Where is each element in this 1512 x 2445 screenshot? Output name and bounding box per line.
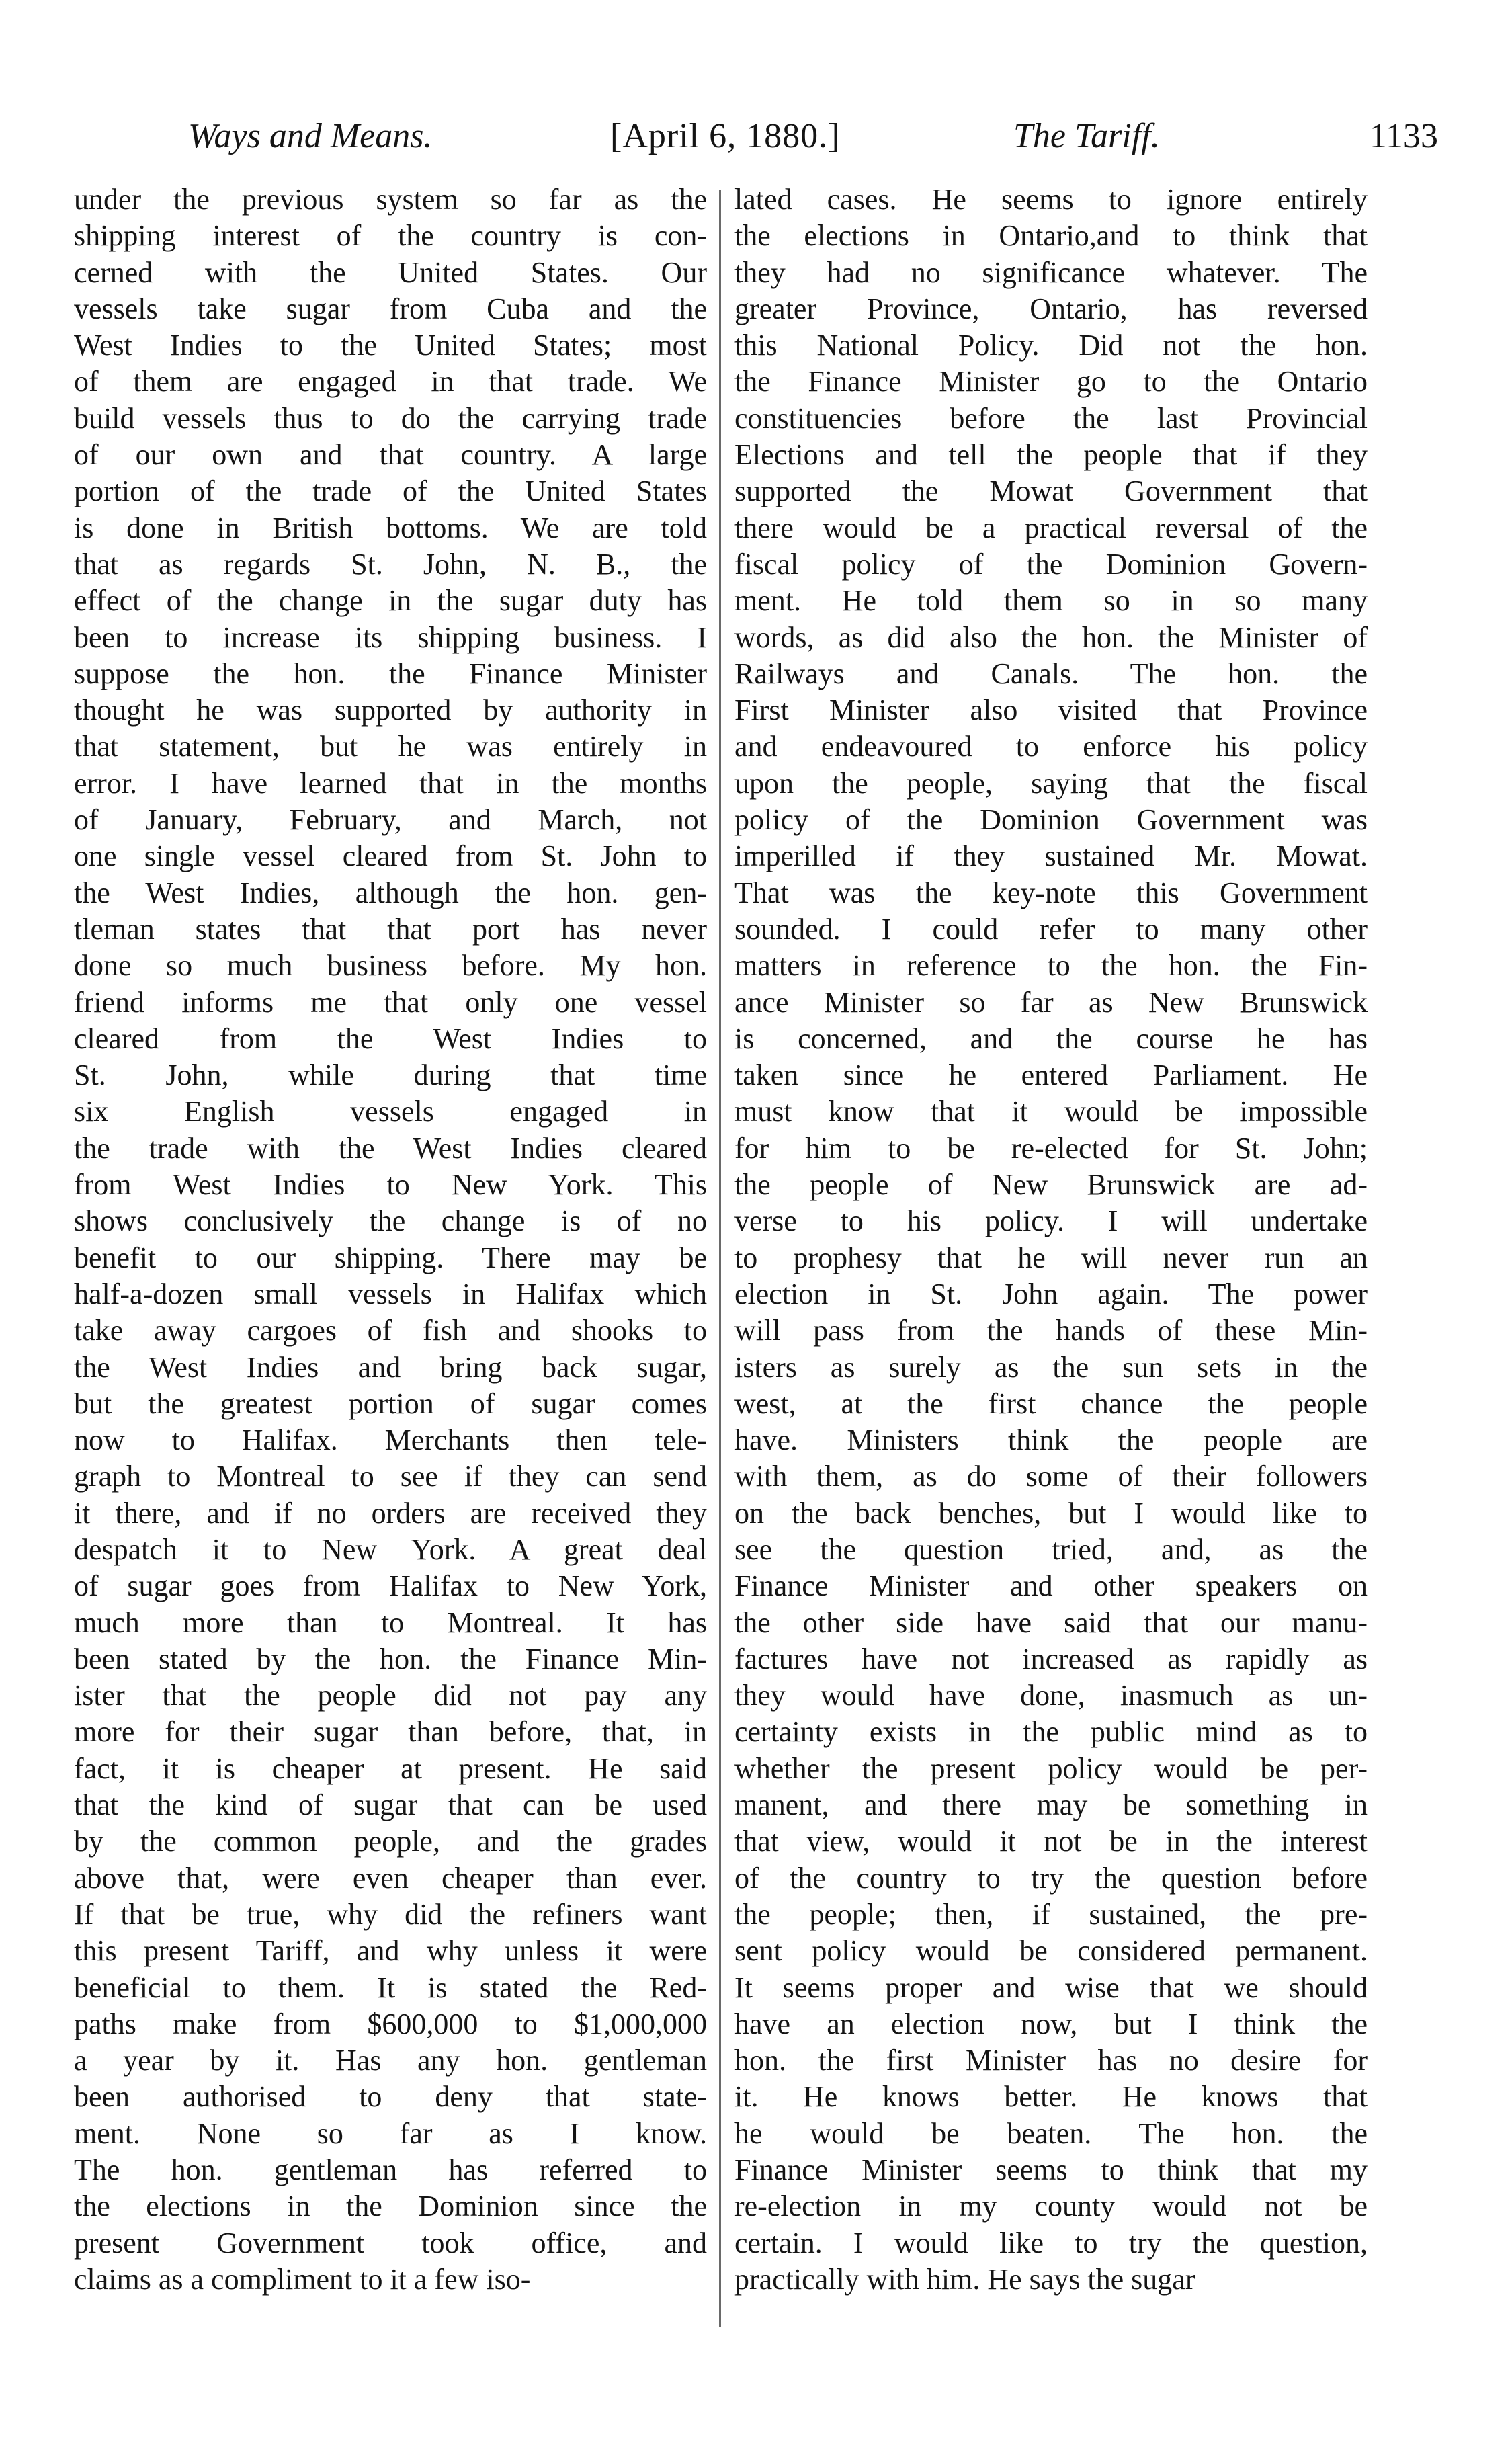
text-line: error. I have learned that in the months bbox=[74, 766, 707, 800]
text-line: isters as surely as the sun sets in the bbox=[734, 1350, 1368, 1384]
text-line: practically with him. He says the sugar bbox=[734, 2262, 1195, 2296]
text-line: west, at the first chance the people bbox=[734, 1386, 1368, 1420]
text-line: Elections and tell the people that if they bbox=[734, 438, 1368, 472]
column-divider bbox=[719, 190, 721, 2327]
text-line: now to Halifax. Merchants then tele- bbox=[74, 1423, 707, 1457]
text-line: that as regards St. John, N. B., the bbox=[74, 547, 707, 581]
text-line: that statement, but he was entirely in bbox=[74, 730, 707, 763]
text-line: fiscal policy of the Dominion Govern- bbox=[734, 547, 1368, 581]
text-line: much more than to Montreal. It has bbox=[74, 1606, 707, 1639]
text-line: constituencies before the last Provincial bbox=[734, 401, 1368, 435]
text-line: been stated by the hon. the Finance Min- bbox=[74, 1642, 707, 1675]
text-line: under the previous system so far as the bbox=[74, 183, 707, 216]
text-line: imperilled if they sustained Mr. Mowat. bbox=[734, 839, 1368, 873]
text-line: lated cases. He seems to ignore entirely bbox=[734, 183, 1368, 216]
text-line: First Minister also visited that Province bbox=[734, 694, 1368, 727]
text-line: greater Province, Ontario, has reversed bbox=[734, 292, 1368, 325]
text-line: Finance Minister and other speakers on bbox=[734, 1569, 1368, 1603]
text-line: election in St. John again. The power bbox=[734, 1277, 1368, 1311]
text-line: more for their sugar than before, that, in bbox=[74, 1715, 707, 1749]
text-line: sounded. I could refer to many other bbox=[734, 912, 1368, 946]
text-line: the people; then, if sustained, the pre- bbox=[734, 1897, 1368, 1931]
text-line: he would be beaten. The hon. the bbox=[734, 2116, 1368, 2150]
text-line: Finance Minister seems to think that my bbox=[734, 2153, 1368, 2187]
text-line: this National Policy. Did not the hon. bbox=[734, 329, 1368, 362]
text-line: the elections in the Dominion since the bbox=[74, 2190, 707, 2223]
text-line: taken since he entered Parliament. He bbox=[734, 1059, 1368, 1092]
text-line: to prophesy that he will never run an bbox=[734, 1241, 1368, 1274]
text-line: the people of New Brunswick are ad- bbox=[734, 1168, 1368, 1202]
text-line: the elections in Ontario,and to think that bbox=[734, 219, 1368, 253]
text-line: upon the people, saying that the fiscal bbox=[734, 766, 1368, 800]
text-line: been authorised to deny that state- bbox=[74, 2080, 707, 2114]
text-line: It seems proper and wise that we should bbox=[734, 1971, 1368, 2004]
text-line: manent, and there may be something in bbox=[734, 1788, 1368, 1822]
text-line: benefit to our shipping. There may be bbox=[74, 1241, 707, 1274]
running-header bbox=[73, 113, 1438, 167]
text-line: that the kind of sugar that can be used bbox=[74, 1788, 707, 1822]
text-line: the West Indies, although the hon. gen- bbox=[74, 876, 707, 909]
text-line: paths make from $600,000 to $1,000,000 bbox=[74, 2007, 707, 2040]
text-line: the trade with the West Indies cleared bbox=[74, 1131, 707, 1165]
header-date: [April 6, 1880.] bbox=[610, 117, 841, 155]
text-line: of sugar goes from Halifax to New York, bbox=[74, 1569, 707, 1603]
text-line: The hon. gentleman has referred to bbox=[74, 2153, 707, 2187]
text-line: suppose the hon. the Finance Minister bbox=[74, 657, 707, 690]
text-line: ance Minister so far as New Brunswick bbox=[734, 985, 1368, 1019]
text-line: hon. the first Minister has no desire for bbox=[734, 2044, 1368, 2077]
text-line: whether the present policy would be per- bbox=[734, 1751, 1368, 1785]
text-line: the Finance Minister go to the Ontario bbox=[734, 365, 1368, 399]
text-line: present Government took office, and bbox=[74, 2226, 707, 2260]
text-line: done so much business before. My hon. bbox=[74, 949, 707, 983]
text-line: certainty exists in the public mind as to bbox=[734, 1715, 1368, 1749]
text-line: of them are engaged in that trade. We bbox=[74, 365, 707, 399]
text-line: by the common people, and the grades bbox=[74, 1825, 707, 1858]
text-line: beneficial to them. It is stated the Red- bbox=[74, 1971, 707, 2004]
text-line: policy of the Dominion Government was bbox=[734, 803, 1368, 837]
text-line: tleman states that that port has never bbox=[74, 912, 707, 946]
text-line: the other side have said that our manu- bbox=[734, 1606, 1368, 1639]
text-line: must know that it would be impossible bbox=[734, 1095, 1368, 1128]
text-line: ment. He told them so in so many bbox=[734, 584, 1368, 618]
text-line: from West Indies to New York. This bbox=[74, 1168, 707, 1202]
text-line: of January, February, and March, not bbox=[74, 803, 707, 837]
text-line: they would have done, inasmuch as un- bbox=[734, 1679, 1368, 1712]
text-line: have an election now, but I think the bbox=[734, 2007, 1368, 2040]
text-line: there would be a practical reversal of the bbox=[734, 511, 1368, 544]
text-line: St. John, while during that time bbox=[74, 1059, 707, 1092]
text-line: this present Tariff, and why unless it were bbox=[74, 1934, 707, 1968]
text-line: supported the Mowat Government that bbox=[734, 474, 1368, 508]
text-line: That was the key-note this Government bbox=[734, 876, 1368, 909]
text-line: it there, and if no orders are received they bbox=[74, 1496, 707, 1530]
text-line: with them, as do some of their followers bbox=[734, 1460, 1368, 1493]
text-line: despatch it to New York. A great deal bbox=[74, 1532, 707, 1566]
text-line: on the back benches, but I would like to bbox=[734, 1496, 1368, 1530]
text-line: half-a-dozen small vessels in Halifax which bbox=[74, 1277, 707, 1311]
text-line: six English vessels engaged in bbox=[74, 1095, 707, 1128]
right-column bbox=[734, 181, 1368, 2298]
text-line: been to increase its shipping business. I bbox=[74, 620, 707, 654]
text-line: West Indies to the United States; most bbox=[74, 329, 707, 362]
text-line: one single vessel cleared from St. John to bbox=[74, 839, 707, 873]
text-line: is done in British bottoms. We are told bbox=[74, 511, 707, 544]
text-line: thought he was supported by authority in bbox=[74, 694, 707, 727]
text-line: is concerned, and the course he has bbox=[734, 1022, 1368, 1055]
text-line: If that be true, why did the refiners want bbox=[74, 1897, 707, 1931]
text-line: words, as did also the hon. the Minister of bbox=[734, 620, 1368, 654]
text-line: for him to be re-elected for St. John; bbox=[734, 1131, 1368, 1165]
text-line: verse to his policy. I will undertake bbox=[734, 1204, 1368, 1238]
text-line: portion of the trade of the United States bbox=[74, 474, 707, 508]
text-line: cerned with the United States. Our bbox=[74, 255, 707, 289]
header-section-left: Ways and Means. bbox=[188, 117, 433, 155]
header-section-right: The Tariff. bbox=[1013, 117, 1160, 155]
text-line: build vessels thus to do the carrying trade bbox=[74, 401, 707, 435]
text-line: sent policy would be considered permanent. bbox=[734, 1934, 1368, 1968]
text-line: of the country to try the question before bbox=[734, 1861, 1368, 1895]
text-line: ment. None so far as I know. bbox=[74, 2116, 707, 2150]
text-line: re-election in my county would not be bbox=[734, 2190, 1368, 2223]
text-line: they had no significance whatever. The bbox=[734, 255, 1368, 289]
text-line: shows conclusively the change is of no bbox=[74, 1204, 707, 1238]
text-line: vessels take sugar from Cuba and the bbox=[74, 292, 707, 325]
text-line: matters in reference to the hon. the Fin- bbox=[734, 949, 1368, 983]
text-line: factures have not increased as rapidly as bbox=[734, 1642, 1368, 1675]
text-line: and endeavoured to enforce his policy bbox=[734, 730, 1368, 763]
text-line: graph to Montreal to see if they can send bbox=[74, 1460, 707, 1493]
text-line: Railways and Canals. The hon. the bbox=[734, 657, 1368, 690]
text-line: it. He knows better. He knows that bbox=[734, 2080, 1368, 2114]
text-line: claims as a compliment to it a few iso- bbox=[74, 2262, 531, 2296]
text-line: but the greatest portion of sugar comes bbox=[74, 1386, 707, 1420]
text-line: take away cargoes of fish and shooks to bbox=[74, 1314, 707, 1348]
text-line: see the question tried, and, as the bbox=[734, 1532, 1368, 1566]
text-line: will pass from the hands of these Min- bbox=[734, 1314, 1368, 1348]
text-line: of our own and that country. A large bbox=[74, 438, 707, 472]
text-line: the West Indies and bring back sugar, bbox=[74, 1350, 707, 1384]
text-line: a year by it. Has any hon. gentleman bbox=[74, 2044, 707, 2077]
text-line: effect of the change in the sugar duty has bbox=[74, 584, 707, 618]
text-line: friend informs me that only one vessel bbox=[74, 985, 707, 1019]
left-column bbox=[74, 181, 707, 2298]
text-line: ister that the people did not pay any bbox=[74, 1679, 707, 1712]
text-line: certain. I would like to try the question, bbox=[734, 2226, 1368, 2260]
text-line: fact, it is cheaper at present. He said bbox=[74, 1751, 707, 1785]
text-line: cleared from the West Indies to bbox=[74, 1022, 707, 1055]
text-line: have. Ministers think the people are bbox=[734, 1423, 1368, 1457]
text-line: above that, were even cheaper than ever. bbox=[74, 1861, 707, 1895]
text-line: that view, would it not be in the interest bbox=[734, 1825, 1368, 1858]
text-line: shipping interest of the country is con- bbox=[74, 219, 707, 253]
page-number: 1133 bbox=[1369, 117, 1438, 155]
